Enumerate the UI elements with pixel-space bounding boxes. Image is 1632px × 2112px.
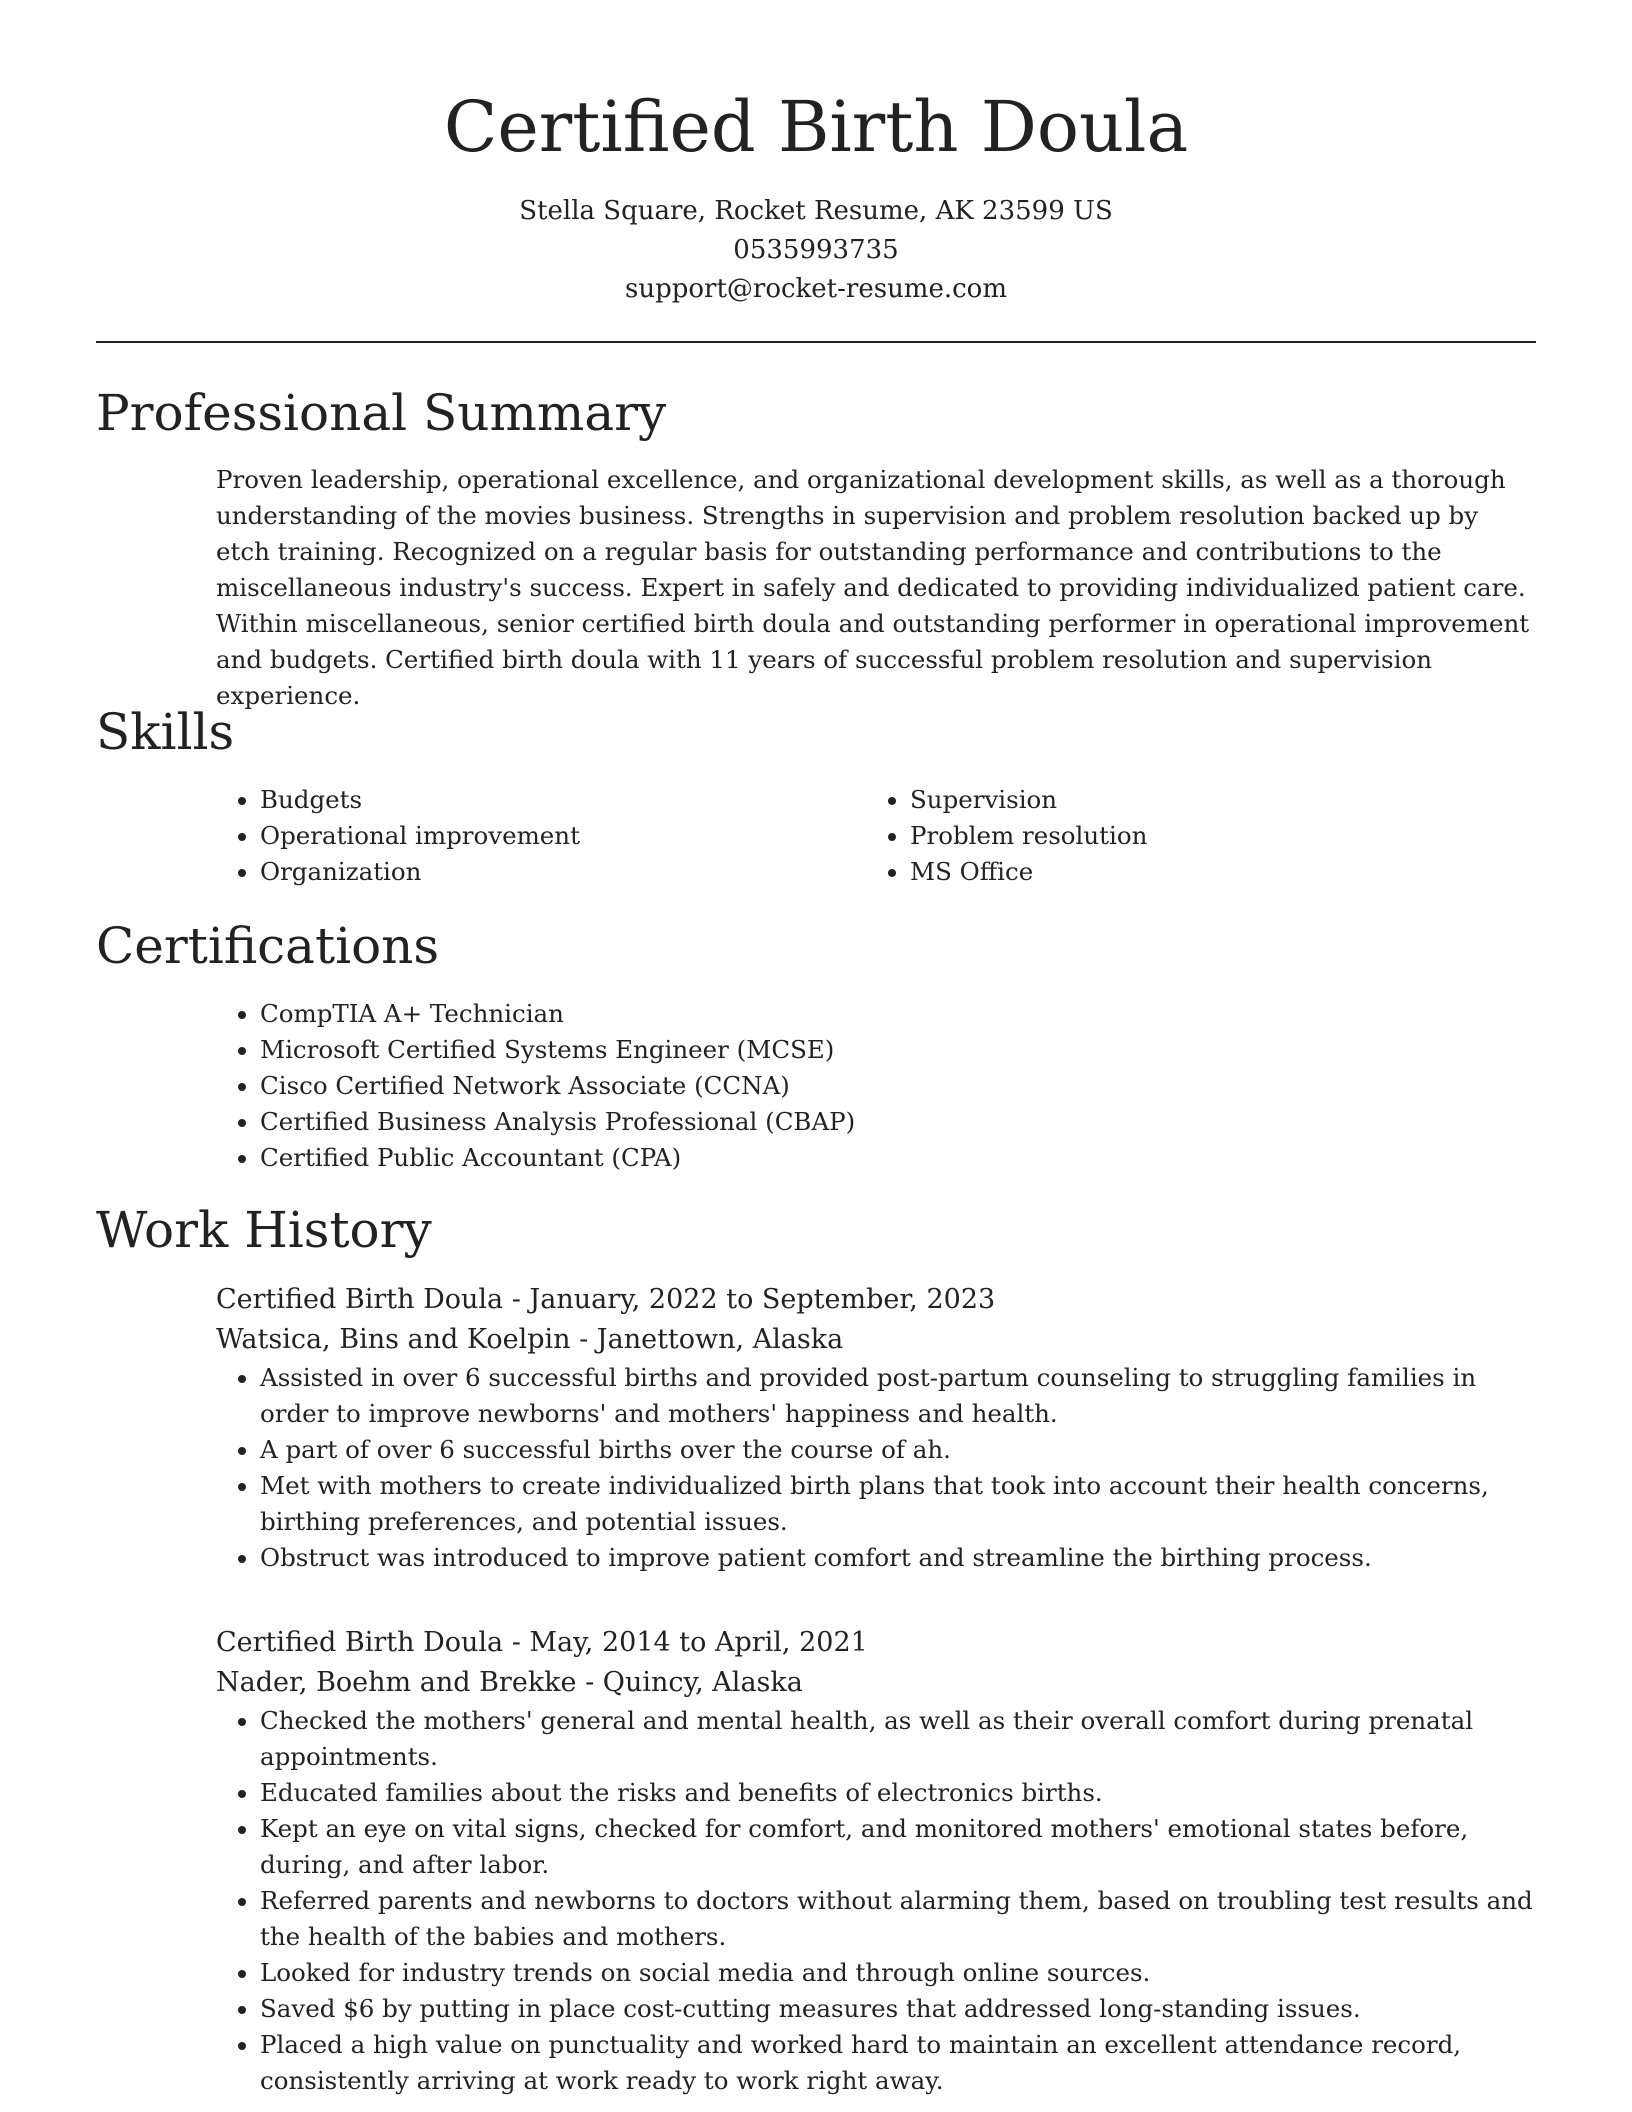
certification-item: • CompTIA A+ Technician: [260, 996, 1536, 1032]
contact-block: [0, 192, 1632, 309]
job-bullet: • Obstruct was introduced to improve patient comfort and streamline the birthing process.: [260, 1540, 1536, 1576]
job-bullet: • Checked the mothers' general and mental health, as well as their overall comfort during prenatal appointments.: [260, 1703, 1536, 1775]
job-bullets: [216, 1360, 1536, 1576]
job-role-dates: Certified Birth Doula - January, 2022 to September, 2023: [216, 1284, 996, 1315]
job-bullet: • Educated families about the risks and benefits of electronics births.: [260, 1775, 1536, 1811]
certification-item: • Certified Public Accountant (CPA): [260, 1140, 1536, 1176]
job-bullets: [216, 1703, 1536, 2099]
job-bullet: • Assisted in over 6 successful births and provided post-partum counseling to struggling families in order to improve newborns' and mothers' happiness and health.: [260, 1360, 1536, 1432]
work-history-heading: Work History: [96, 1201, 432, 1259]
skills-list: [216, 782, 1536, 890]
job-bullet: • Met with mothers to create individualized birth plans that took into account their health concerns, birthing preferences, and potential issues.: [260, 1468, 1536, 1540]
certification-item: • Cisco Certified Network Associate (CCNA): [260, 1068, 1536, 1104]
summary-text: Proven leadership, operational excellence, and organizational development skills, as well as a thorough understanding of the movies business. Strengths in supervision and problem resolution backed up by etch training. Recognized on a regular basis for outstanding performance and contributions to the miscellaneous industry's success. Expert in safely and dedicated to providing individualized patient care. Within miscellaneous, senior certified birth doula and outstanding performer in operational improvement and budgets. Certified birth doula with 11 years of successful problem resolution and supervision experience.: [216, 465, 1530, 710]
skill-item: • MS Office: [910, 854, 1516, 890]
job-entry: [216, 1280, 1536, 1576]
job-bullet: • Looked for industry trends on social media and through online sources.: [260, 1955, 1536, 1991]
contact-address: Stella Square, Rocket Resume, AK 23599 US: [519, 196, 1113, 226]
job-company-location: Nader, Boehm and Brekke - Quincy, Alaska: [216, 1667, 803, 1698]
certification-item: • Certified Business Analysis Professional (CBAP): [260, 1104, 1536, 1140]
job-bullet: • A part of over 6 successful births over the course of ah.: [260, 1432, 1536, 1468]
skills-column-right: [866, 782, 1516, 890]
candidate-title: Certified Birth Doula: [443, 86, 1189, 168]
certifications-list: [216, 996, 1536, 1176]
certifications-heading: Certifications: [96, 917, 440, 975]
job-company-location: Watsica, Bins and Koelpin - Janettown, Alaska: [216, 1324, 844, 1355]
skill-item: • Supervision: [910, 782, 1516, 818]
skill-item: • Problem resolution: [910, 818, 1516, 854]
job-role-dates: Certified Birth Doula - May, 2014 to April, 2021: [216, 1627, 868, 1658]
job-bullet: • Saved $6 by putting in place cost-cutting measures that addressed long-standing issues.: [260, 1991, 1536, 2027]
skill-item: • Operational improvement: [260, 818, 866, 854]
skill-item: • Organization: [260, 854, 866, 890]
certification-item: • Microsoft Certified Systems Engineer (MCSE): [260, 1032, 1536, 1068]
contact-email: support@rocket-resume.com: [624, 274, 1007, 304]
header-divider: [96, 341, 1536, 343]
skills-column-left: [216, 782, 866, 890]
resume-header: [0, 0, 1632, 309]
job-bullet: • Referred parents and newborns to doctors without alarming them, based on troubling test results and the health of the babies and mothers.: [260, 1883, 1536, 1955]
skills-heading: Skills: [96, 703, 235, 761]
contact-phone: 0535993735: [733, 235, 899, 265]
job-bullet: • Placed a high value on punctuality and worked hard to maintain an excellent attendance record, consistently arriving at work ready to work right away.: [260, 2027, 1536, 2099]
job-bullet: • Kept an eye on vital signs, checked for comfort, and monitored mothers' emotional states before, during, and after labor.: [260, 1811, 1536, 1883]
skill-item: • Budgets: [260, 782, 866, 818]
summary-heading: Professional Summary: [96, 384, 667, 442]
job-entry: [216, 1623, 1536, 2099]
